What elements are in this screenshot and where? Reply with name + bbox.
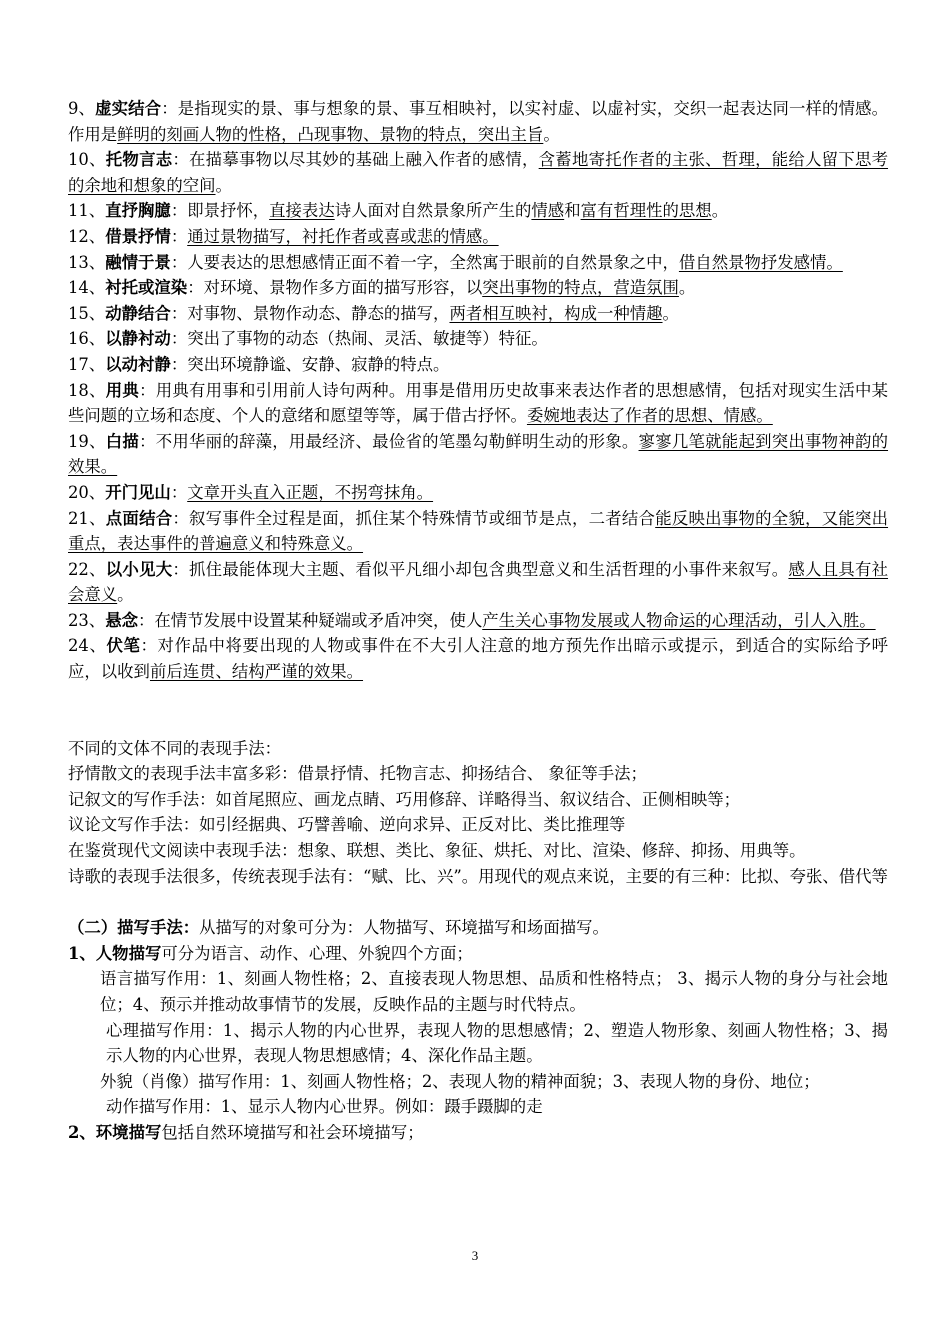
speech-description: 语言描写作用：1、刻画人物性格；2、直接表现人物思想、品质和性格特点； 3、揭示人物的身分与社会地位；4、预示并推动故事情节的发展，反映作品的主题与时代特点。 bbox=[100, 969, 888, 1014]
document-page bbox=[68, 96, 888, 1146]
item-term: 悬念 bbox=[105, 610, 139, 630]
item-text-tail: 。 bbox=[543, 124, 560, 144]
character-description-bold: 1、人物描写 bbox=[68, 943, 162, 963]
technique-item bbox=[68, 633, 888, 684]
item-colon: ： bbox=[170, 303, 188, 323]
item-text-tail: 。 bbox=[117, 585, 134, 605]
item-term: 点面结合 bbox=[105, 508, 173, 528]
technique-item bbox=[68, 378, 888, 429]
item-text: 和 bbox=[564, 201, 581, 221]
item-underlined-text: 寥寥几笔就能起到突出事物神韵的效果。 bbox=[68, 431, 889, 477]
item-number: 16、 bbox=[68, 329, 106, 349]
item-text: 用典有用事和引用前人诗句两种。用事是借用历史故事来表达作者的思想感情，包括对现实生活中某些问题的立场和态度、个人的意绪和愿望等等，属于借古抒怀。 bbox=[68, 380, 889, 426]
character-description-text: 可分为语言、动作、心理、外貌四个方面； bbox=[161, 943, 473, 963]
item-underlined-text: 文章开头直入正题，不拐弯抹角。 bbox=[187, 482, 434, 502]
item-text: 在情节发展中设置某种疑端或矛盾冲突，使人 bbox=[154, 610, 483, 630]
item-underlined-text: 含蓄地寄托作者的主张、哲理，能给人留下思考的余地和想象的空间 bbox=[68, 150, 889, 195]
technique-item bbox=[68, 96, 888, 147]
item-colon: ： bbox=[170, 252, 188, 272]
environment-description-text: 包括自然环境描写和社会环境描写； bbox=[161, 1122, 424, 1142]
item-text-tail: 。 bbox=[215, 175, 232, 195]
technique-item bbox=[68, 480, 888, 506]
item-number: 20、 bbox=[68, 482, 106, 502]
item-term: 以动衬静 bbox=[105, 354, 171, 374]
item-colon: ： bbox=[172, 559, 190, 579]
genre-lyric-prose: 抒情散文的表现手法丰富多彩：借景抒情、托物言志、抑扬结合、 象征等手法； bbox=[68, 764, 647, 784]
item-colon: ： bbox=[161, 99, 178, 118]
item-number: 14、 bbox=[68, 278, 106, 298]
item-number: 9、 bbox=[68, 99, 96, 118]
item-number: 24、 bbox=[68, 636, 107, 656]
item-text: 对环境、景物作多方面的描写形容，以 bbox=[203, 278, 483, 298]
item-text-tail: 。 bbox=[711, 201, 729, 221]
genre-poetry: 诗歌的表现手法很多，传统表现手法有：“赋、比、兴”。用现代的观点来说，主要的有三种：比拟、夸张、借代等 bbox=[68, 866, 888, 886]
item-text: 是指现实的景、事与想象的景、事互相映衬，以实衬虚、以虚衬实，交织一起表达同一样的情感。作用是 bbox=[68, 99, 889, 144]
item-colon: ： bbox=[172, 508, 190, 528]
item-term: 衬托或渲染 bbox=[105, 278, 188, 298]
technique-item bbox=[68, 147, 888, 198]
item-underlined-text: 情感 bbox=[531, 201, 565, 221]
genre-section bbox=[68, 736, 888, 890]
technique-item bbox=[68, 250, 888, 276]
item-term: 白描 bbox=[105, 431, 140, 451]
psychological-description: 心理描写作用：1、揭示人物的内心世界，表现人物的思想感情；2、塑造人物形象、刻画人物性格；3、揭示人物的内心世界，表现人物思想感情；4、深化作品主题。 bbox=[106, 1020, 888, 1066]
character-description bbox=[68, 941, 888, 967]
item-number: 13、 bbox=[68, 252, 106, 272]
item-colon: ： bbox=[139, 380, 156, 400]
item-number: 17、 bbox=[68, 354, 106, 374]
item-underlined-text: 突出事物的特点，营造氛围 bbox=[482, 278, 679, 298]
item-underlined-text: 富有哲理性的思想 bbox=[580, 201, 712, 221]
technique-item bbox=[68, 224, 888, 250]
item-text-tail: 。 bbox=[662, 303, 679, 323]
item-underlined-text: 能反映出事物的全貌，又能突出重点，表达事件的普遍意义和特殊意义。 bbox=[68, 508, 889, 554]
technique-item bbox=[68, 429, 888, 480]
genre-argument: 议论文写作手法：如引经据典、巧譬善喻、逆向求异、正反对比、类比推理等 bbox=[68, 815, 626, 835]
item-underlined-text: 感人且具有社会意义 bbox=[68, 559, 889, 605]
item-colon: ： bbox=[170, 201, 188, 221]
technique-item bbox=[68, 301, 888, 327]
item-underlined-text: 产生关心事物发展或人物命运的心理活动，引人入胜。 bbox=[482, 610, 876, 630]
environment-description-bold: 2、环境描写 bbox=[68, 1122, 162, 1142]
description-heading bbox=[68, 915, 888, 941]
action-description: 动作描写作用：1、显示人物内心世界。例如：蹑手蹑脚的走 bbox=[106, 1097, 543, 1117]
item-number: 23、 bbox=[68, 610, 106, 630]
item-term: 虚实结合 bbox=[95, 99, 162, 118]
item-term: 融情于景 bbox=[105, 252, 171, 272]
item-term: 动静结合 bbox=[105, 303, 171, 323]
genre-narrative: 记叙文的写作手法：如首尾照应、画龙点睛、巧用修辞、详略得当、叙议结合、正侧相映等； bbox=[68, 789, 741, 809]
item-underlined-text: 两者相互映衬，构成一种情趣 bbox=[449, 303, 663, 323]
item-term: 以小见大 bbox=[105, 559, 173, 579]
environment-description bbox=[68, 1120, 888, 1146]
technique-item bbox=[68, 506, 888, 557]
item-number: 15、 bbox=[68, 303, 106, 323]
item-number: 22、 bbox=[68, 559, 106, 579]
item-text: 在描摹事物以尽其妙的基础上融入作者的感情， bbox=[189, 150, 539, 170]
item-colon: ： bbox=[170, 329, 188, 349]
item-text: 叙写事件全过程是面，抓住某个特殊情节或细节是点，二者结合 bbox=[189, 508, 656, 528]
item-colon: ： bbox=[140, 636, 158, 656]
item-colon: ： bbox=[172, 150, 190, 170]
item-colon: ： bbox=[138, 610, 155, 630]
item-number: 18、 bbox=[68, 380, 106, 400]
item-term: 直抒胸臆 bbox=[105, 201, 171, 221]
technique-item bbox=[68, 557, 888, 608]
item-term: 以静衬动 bbox=[105, 329, 171, 349]
technique-item bbox=[68, 352, 888, 378]
item-number: 12、 bbox=[68, 226, 106, 246]
item-term: 开门见山 bbox=[105, 482, 171, 502]
item-underlined-text: 直接表达 bbox=[269, 201, 335, 221]
item-colon: ： bbox=[187, 278, 204, 298]
item-term: 借景抒情 bbox=[105, 226, 171, 246]
item-colon: ： bbox=[139, 431, 156, 451]
item-text: 诗人面对自然景象所产生的 bbox=[334, 201, 532, 221]
technique-item bbox=[68, 326, 888, 352]
genre-heading: 不同的文体不同的表现手法： bbox=[68, 738, 282, 758]
item-underlined-text: 借自然景物抒发感情。 bbox=[678, 252, 843, 272]
description-section bbox=[68, 915, 888, 1145]
item-term: 用典 bbox=[105, 380, 140, 400]
item-number: 19、 bbox=[68, 431, 106, 451]
appearance-description: 外貌（肖像）描写作用：1、刻画人物性格；2、表现人物的精神面貌；3、表现人物的身份、地位； bbox=[100, 1071, 820, 1091]
item-underlined-text: 通过景物描写，衬托作者或喜或悲的情感。 bbox=[187, 226, 499, 246]
item-text: 对作品中将要出现的人物或事件在不大引人注意的地方预先作出暗示或提示，到适合的实际给予呼应，以收到 bbox=[68, 636, 889, 682]
item-underlined-text: 委婉地表达了作者的思想、情感。 bbox=[526, 406, 773, 426]
item-number: 10、 bbox=[68, 150, 106, 170]
technique-item bbox=[68, 608, 888, 634]
technique-item bbox=[68, 275, 888, 301]
item-text: 不用华丽的辞藻，用最经济、最俭省的笔墨勾勒鲜明生动的形象。 bbox=[155, 431, 639, 451]
item-text: 突出了事物的动态（热闹、灵活、敏捷等）特征。 bbox=[187, 329, 548, 349]
item-text: 对事物、景物作动态、静态的描写， bbox=[187, 303, 450, 323]
page-number: 3 bbox=[471, 1248, 479, 1263]
item-colon: ： bbox=[170, 226, 188, 246]
item-text-tail: 。 bbox=[678, 278, 696, 298]
item-term: 托物言志 bbox=[105, 150, 173, 170]
genre-modern-reading: 在鉴赏现代文阅读中表现手法：想象、联想、类比、象征、烘托、对比、渲染、修辞、抑扬、用典等。 bbox=[68, 841, 806, 861]
item-text: 突出环境静谧、安静、寂静的特点。 bbox=[187, 354, 450, 374]
item-underlined-text: 前后连贯、结构严谨的效果。 bbox=[149, 662, 364, 682]
item-text: 即景抒怀， bbox=[187, 201, 270, 221]
item-colon: ： bbox=[170, 482, 188, 502]
item-text: 抓住最能体现大主题、看似平凡细小却包含典型意义和生活哲理的小事件来叙写。 bbox=[189, 559, 789, 579]
item-term: 伏笔 bbox=[106, 636, 141, 656]
item-number: 21、 bbox=[68, 508, 106, 528]
technique-item bbox=[68, 198, 888, 224]
description-heading-text: 从描写的对象可分为：人物描写、环境描写和场面描写。 bbox=[199, 918, 609, 938]
item-number: 11、 bbox=[68, 201, 106, 221]
item-underlined-text: 鲜明的刻画人物的性格，凸现事物、景物的特点，突出主旨 bbox=[117, 124, 544, 144]
description-heading-bold: （二）描写手法： bbox=[68, 918, 200, 938]
technique-list bbox=[68, 96, 888, 685]
item-text: 人要表达的思想感情正面不着一字，全然寓于眼前的自然景象之中， bbox=[187, 252, 679, 272]
item-colon: ： bbox=[170, 354, 188, 374]
